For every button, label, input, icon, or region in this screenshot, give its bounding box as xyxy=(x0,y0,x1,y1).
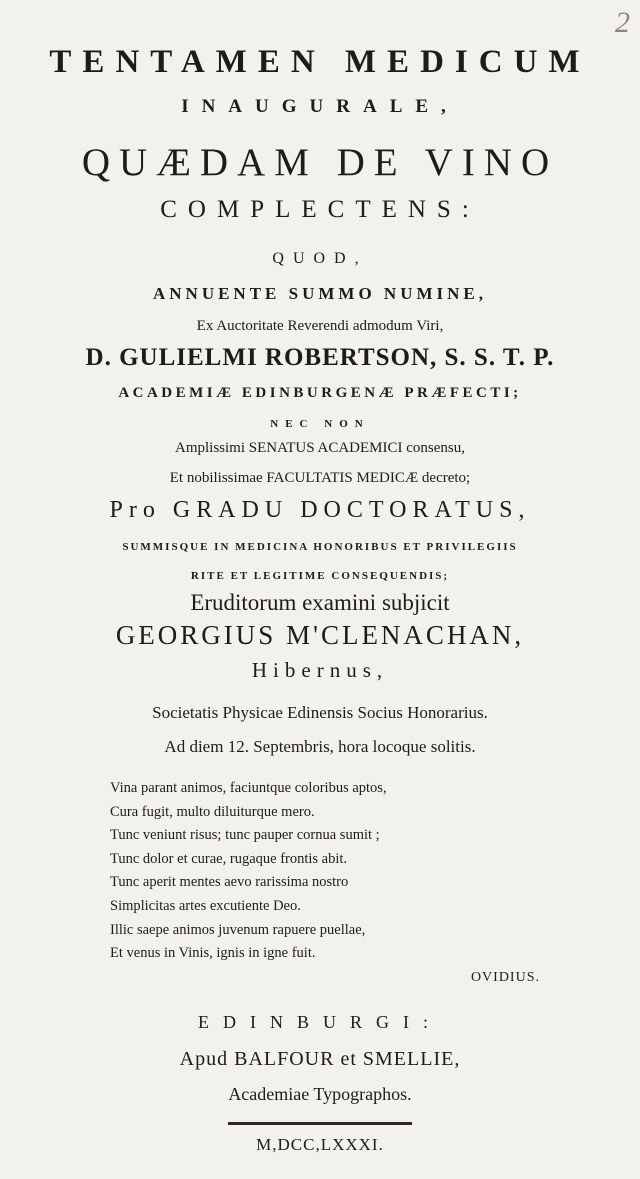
author-origin: Hibernus, xyxy=(251,658,389,682)
society-line: Societatis Physicae Edinensis Socius Honorarius. xyxy=(152,703,488,722)
poem-author: OVIDIUS. xyxy=(470,969,540,985)
date-line: Ad diem 12. Septembris, hora locoque solitis. xyxy=(164,737,476,756)
poem-line: Tunc dolor et curae, rugaque frontis abit. xyxy=(110,850,348,867)
honoribus-line: SUMMISQUE IN MEDICINA HONORIBUS ET PRIVILEGIIS xyxy=(122,541,518,553)
pro-gradu-line: Pro GRADU DOCTORATUS, xyxy=(109,497,531,523)
consequendis-line: RITE ET LEGITIME CONSEQUENDIS; xyxy=(190,570,450,582)
principal-name: D. GULIELMI ROBERTSON, S. S. T. P. xyxy=(85,344,555,371)
epigraph-poem xyxy=(110,777,550,989)
title-line-complectens: COMPLECTENS: xyxy=(160,196,480,223)
title-line-quaedam: QUÆDAM DE VINO xyxy=(81,141,559,184)
title-line-tentamen: TENTAMEN MEDICUM xyxy=(49,44,591,80)
quod-line: QUOD, xyxy=(272,250,368,267)
title-line-inaugurale: INAUGURALE, xyxy=(181,96,459,117)
divider-rule xyxy=(228,1122,412,1125)
poem-line: Vina parant animos, faciuntque coloribus aptos, xyxy=(110,780,387,796)
nec-non-line: NEC NON xyxy=(270,418,370,430)
poem-line: Cura fugit, multo diluiturque mero. xyxy=(110,803,315,820)
auctoritate-line: Ex Auctoritate Reverendi admodum Viri, xyxy=(196,318,444,334)
poem-line: Tunc veniunt risus; tunc pauper cornua sumit ; xyxy=(110,827,380,844)
imprint-city: EDINBURGI: xyxy=(198,1012,442,1032)
senatus-line: Amplissimi SENATUS ACADEMICI consensu, xyxy=(174,440,466,456)
author-name: GEORGIUS M'CLENACHAN, xyxy=(115,620,525,650)
annuente-line: ANNUENTE SUMMO NUMINE, xyxy=(152,284,488,303)
poem-line: Simplicitas artes excutiente Deo. xyxy=(110,897,301,914)
academy-line: ACADEMIÆ EDINBURGENÆ PRÆFECTI; xyxy=(118,385,522,401)
poem-line: Et venus in Vinis, ignis in igne fuit. xyxy=(110,945,316,962)
eruditorum-line: Eruditorum examini subjicit xyxy=(190,590,450,615)
facultas-line: Et nobilissimae FACULTATIS MEDICÆ decreto; xyxy=(169,470,471,486)
page-corner-mark: 2 xyxy=(615,6,630,39)
poem-line: Tunc aperit mentes aevo rarissima nostro xyxy=(110,874,349,891)
poem-line: Illic saepe animos juvenum rapuere puellae, xyxy=(110,921,366,938)
imprint-printers: Apud BALFOUR et SMELLIE, xyxy=(179,1048,461,1070)
imprint-role: Academiae Typographos. xyxy=(228,1084,412,1104)
imprint-year: M,DCC,LXXXI. xyxy=(256,1135,384,1154)
